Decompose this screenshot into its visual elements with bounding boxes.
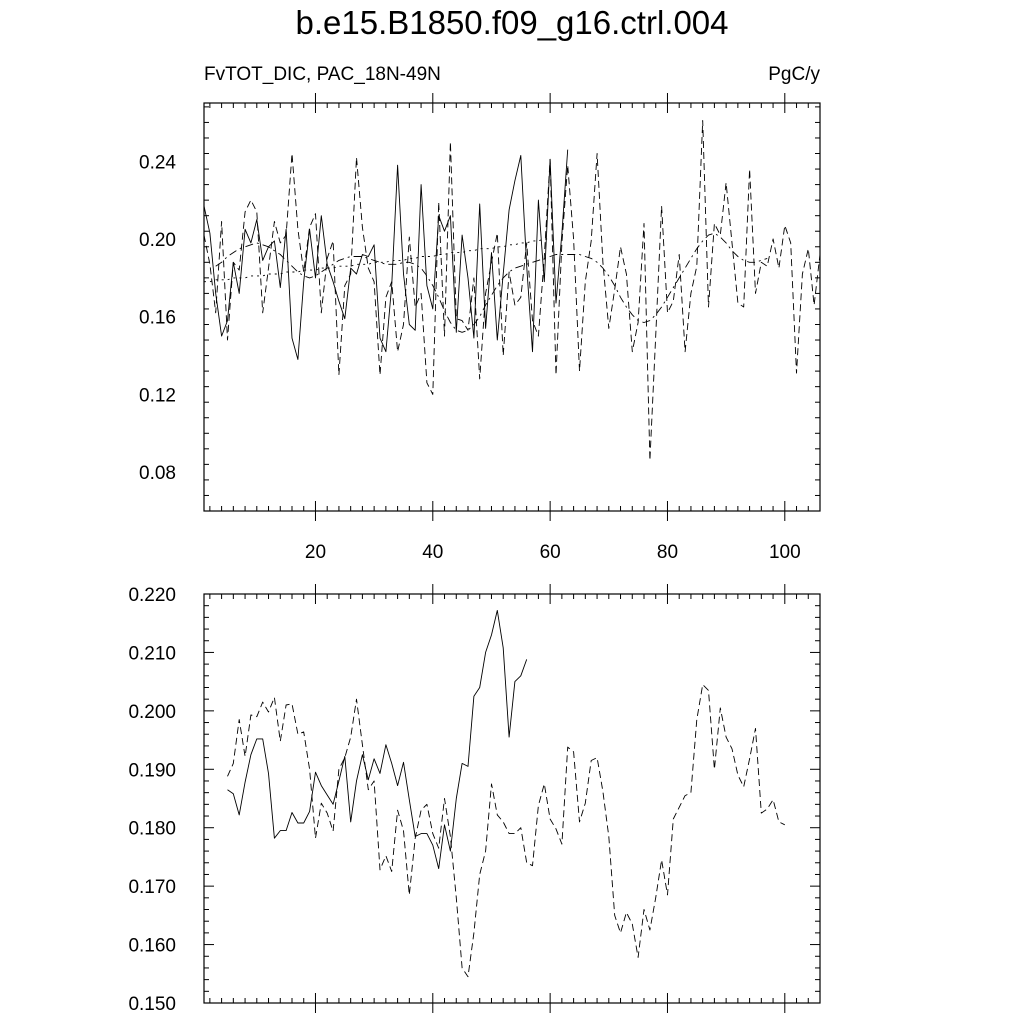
y-tick-label: 0.170 [128, 877, 176, 899]
plot-panel-2 [128, 584, 820, 1015]
y-tick-label: 0.150 [128, 994, 176, 1015]
series-line-solid [228, 610, 527, 868]
y-tick-label: 0.220 [128, 585, 176, 606]
chart-title: b.e15.B1850.f09_g16.ctrl.004 [295, 4, 729, 41]
series-line-dashed [204, 121, 820, 461]
variable-label: FvTOT_DIC, PAC_18N-49N [204, 64, 441, 85]
plot-frame [204, 103, 820, 511]
x-tick-label: 100 [768, 542, 801, 563]
y-tick-label: 0.12 [139, 385, 176, 407]
x-tick-label: 60 [539, 542, 561, 563]
series-line-solid [204, 150, 568, 360]
x-tick-label: 80 [656, 542, 679, 563]
y-tick-label: 0.20 [139, 230, 176, 251]
y-tick-label: 0.190 [128, 760, 176, 782]
series-line-dashdot [216, 233, 768, 332]
units-label: PgC/y [768, 64, 820, 85]
y-tick-label: 0.210 [128, 643, 176, 665]
y-tick-label: 0.200 [128, 701, 176, 723]
y-tick-label: 0.24 [139, 152, 176, 174]
y-tick-label: 0.180 [128, 818, 176, 840]
x-tick-label: 40 [422, 542, 444, 563]
y-tick-label: 0.16 [139, 307, 176, 329]
x-tick-label: 20 [304, 542, 327, 563]
series-line-dashed [228, 685, 785, 977]
plot-frame [204, 594, 820, 1003]
y-tick-label: 0.08 [139, 463, 176, 485]
plot-panel-1 [139, 93, 820, 563]
y-tick-label: 0.160 [128, 935, 176, 957]
